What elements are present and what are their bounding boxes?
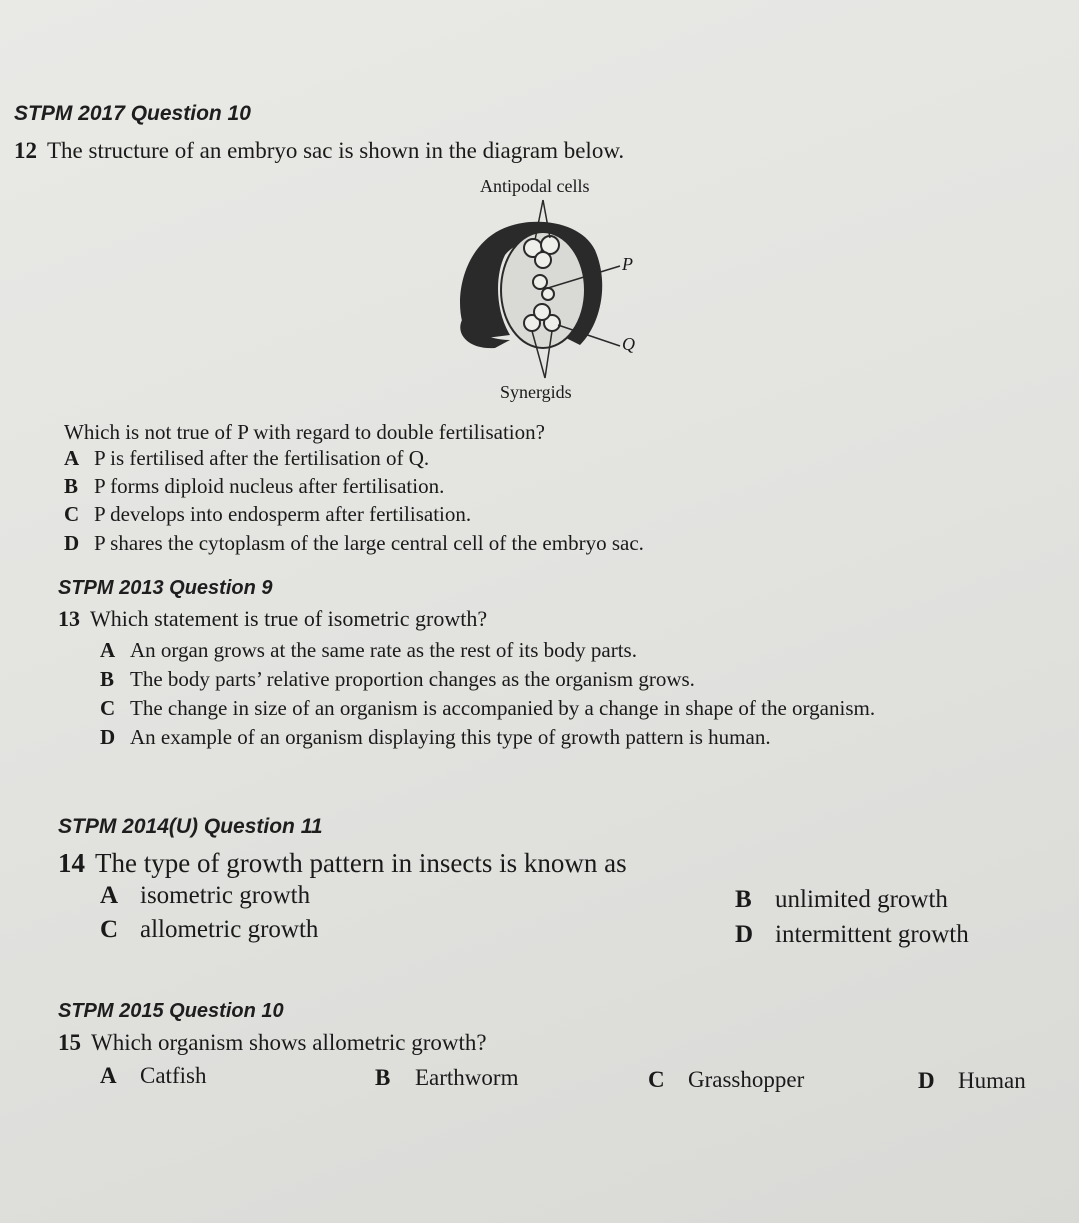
question-stem-text: Which organism shows allometric growth? bbox=[91, 1030, 487, 1055]
question-13-stem bbox=[58, 606, 487, 632]
q14-option-c[interactable]: C allometric growth bbox=[100, 916, 319, 943]
q15-option-c[interactable]: C Grasshopper bbox=[648, 1067, 805, 1092]
section-heading-q12: STPM 2017 Question 10 bbox=[14, 102, 251, 125]
question-stem-text: Which statement is true of isometric growth? bbox=[90, 606, 488, 631]
question-number: 12 bbox=[14, 138, 37, 163]
section-heading-q15: STPM 2015 Question 10 bbox=[58, 1000, 284, 1022]
question-number: 15 bbox=[58, 1030, 81, 1055]
section-heading-q14: STPM 2014(U) Question 11 bbox=[58, 815, 323, 838]
question-number: 13 bbox=[58, 606, 80, 631]
label-q: Q bbox=[622, 334, 635, 354]
q15-option-b[interactable]: B Earthworm bbox=[375, 1065, 519, 1090]
label-p: P bbox=[622, 254, 633, 274]
q13-option-d[interactable]: D An example of an organism displaying this type of growth pattern is human. bbox=[100, 725, 771, 749]
q13-option-c[interactable]: C The change in size of an organism is accompanied by a change in shape of the organism. bbox=[100, 696, 876, 720]
question-stem-text: The type of growth pattern in insects is known as bbox=[95, 848, 627, 878]
embryo-sac-diagram bbox=[440, 190, 660, 390]
label-synergids: Synergids bbox=[500, 382, 572, 402]
question-stem-text: The structure of an embryo sac is shown in the diagram below. bbox=[47, 138, 625, 163]
q14-option-d[interactable]: D intermittent growth bbox=[735, 921, 969, 948]
polar-nucleus bbox=[542, 288, 554, 300]
q14-option-a[interactable]: A isometric growth bbox=[100, 882, 311, 909]
q13-option-b[interactable]: B The body parts’ relative proportion changes as the organism grows. bbox=[100, 667, 695, 691]
question-14-stem bbox=[58, 848, 627, 879]
q12-option-a[interactable]: A P is fertilised after the fertilisation of Q. bbox=[64, 446, 430, 470]
question-number: 14 bbox=[58, 848, 85, 878]
q15-option-d[interactable]: D Human bbox=[918, 1068, 1026, 1093]
q15-option-a[interactable]: A Catfish bbox=[100, 1063, 207, 1088]
q14-option-b[interactable]: B unlimited growth bbox=[735, 886, 948, 913]
egg-cell bbox=[534, 304, 550, 320]
section-heading-q13: STPM 2013 Question 9 bbox=[58, 577, 273, 599]
question-15-stem bbox=[58, 1030, 487, 1056]
q12-option-c[interactable]: C P develops into endosperm after fertilisation. bbox=[64, 502, 472, 526]
q13-option-a[interactable]: A An organ grows at the same rate as the rest of its body parts. bbox=[100, 638, 637, 662]
q12-option-d[interactable]: D P shares the cytoplasm of the large central cell of the embryo sac. bbox=[64, 531, 644, 555]
question-12-stem bbox=[14, 138, 624, 164]
question-12-prompt: Which is not true of P with regard to double fertilisation? bbox=[64, 420, 545, 444]
q12-option-b[interactable]: B P forms diploid nucleus after fertilisation. bbox=[64, 474, 445, 498]
label-antipodal-cells: Antipodal cells bbox=[480, 176, 590, 196]
antipodal-cell bbox=[535, 252, 551, 268]
polar-nucleus bbox=[533, 275, 547, 289]
